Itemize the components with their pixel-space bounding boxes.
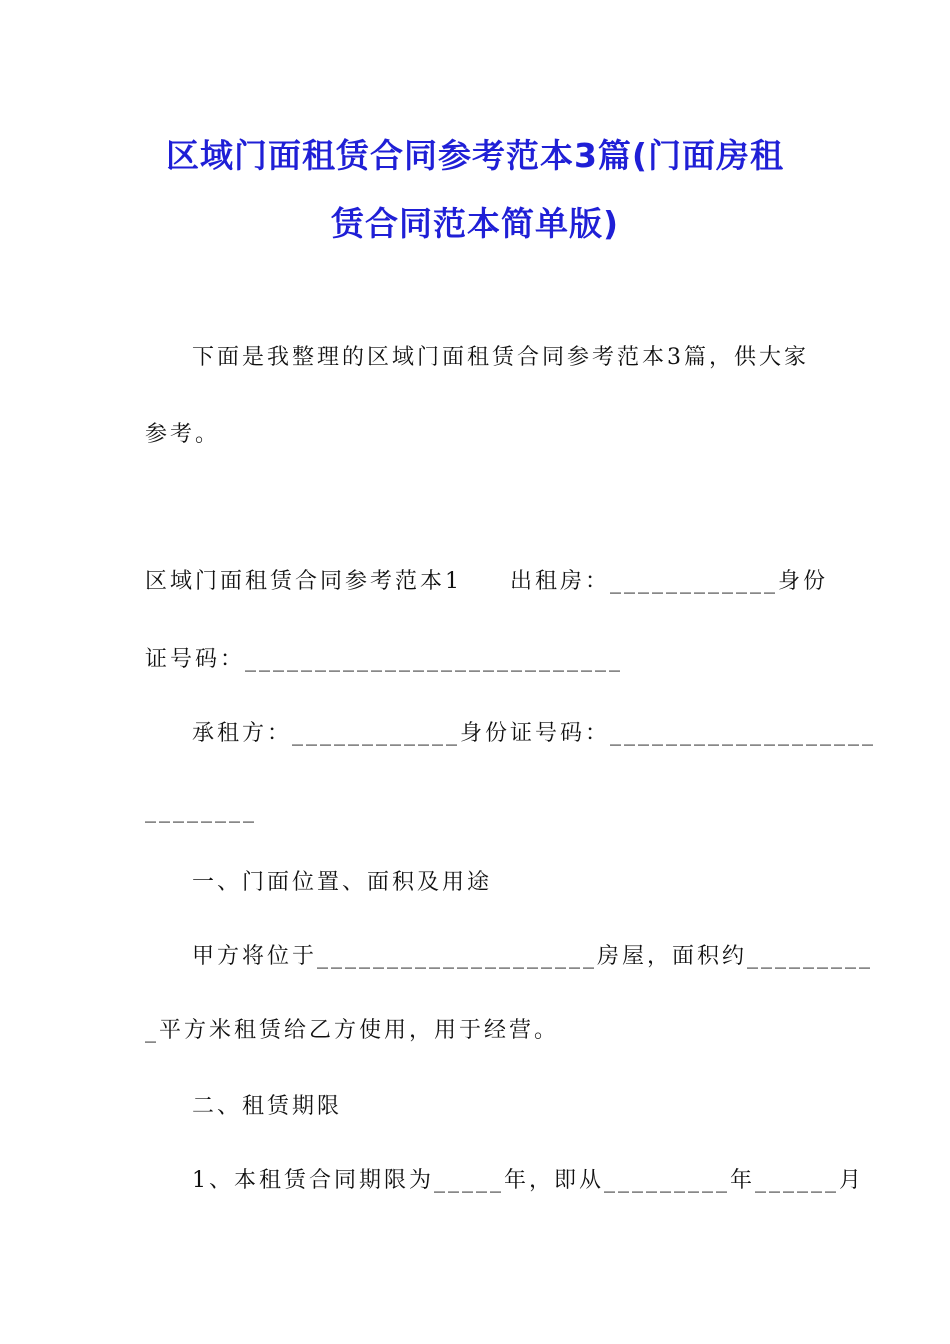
intro-paragraph-line-1: 下面是我整理的区域门面租赁合同参考范本3篇，供大家: [192, 345, 809, 370]
lessee-line: 承租方：____________身份证号码：___________________: [192, 721, 877, 746]
lessor-line: 出租房：____________身份: [510, 569, 829, 594]
section-1-line-1: 甲方将位于____________________房屋，面积约_________: [192, 944, 874, 969]
lessor-id-line: 证号码：___________________________: [145, 647, 624, 672]
document-title-line-2: 赁合同范本简单版): [330, 204, 620, 243]
section-2-line-1: 1、本租赁合同期限为_____年，即从_________年______月: [192, 1168, 864, 1193]
intro-paragraph-line-2: 参考。: [145, 422, 221, 447]
contract-heading-row: [145, 567, 828, 597]
section-1-line-2: _平方米租赁给乙方使用，用于经营。: [145, 1018, 560, 1043]
lessee-id-continuation: ________: [145, 798, 257, 823]
document-title-line-1: 区域门面租赁合同参考范本3篇(门面房租: [165, 136, 785, 175]
section-2-title: 二、租赁期限: [192, 1094, 343, 1119]
section-1-title: 一、门面位置、面积及用途: [192, 870, 493, 895]
contract-heading: 区域门面租赁合同参考范本1: [145, 569, 462, 594]
